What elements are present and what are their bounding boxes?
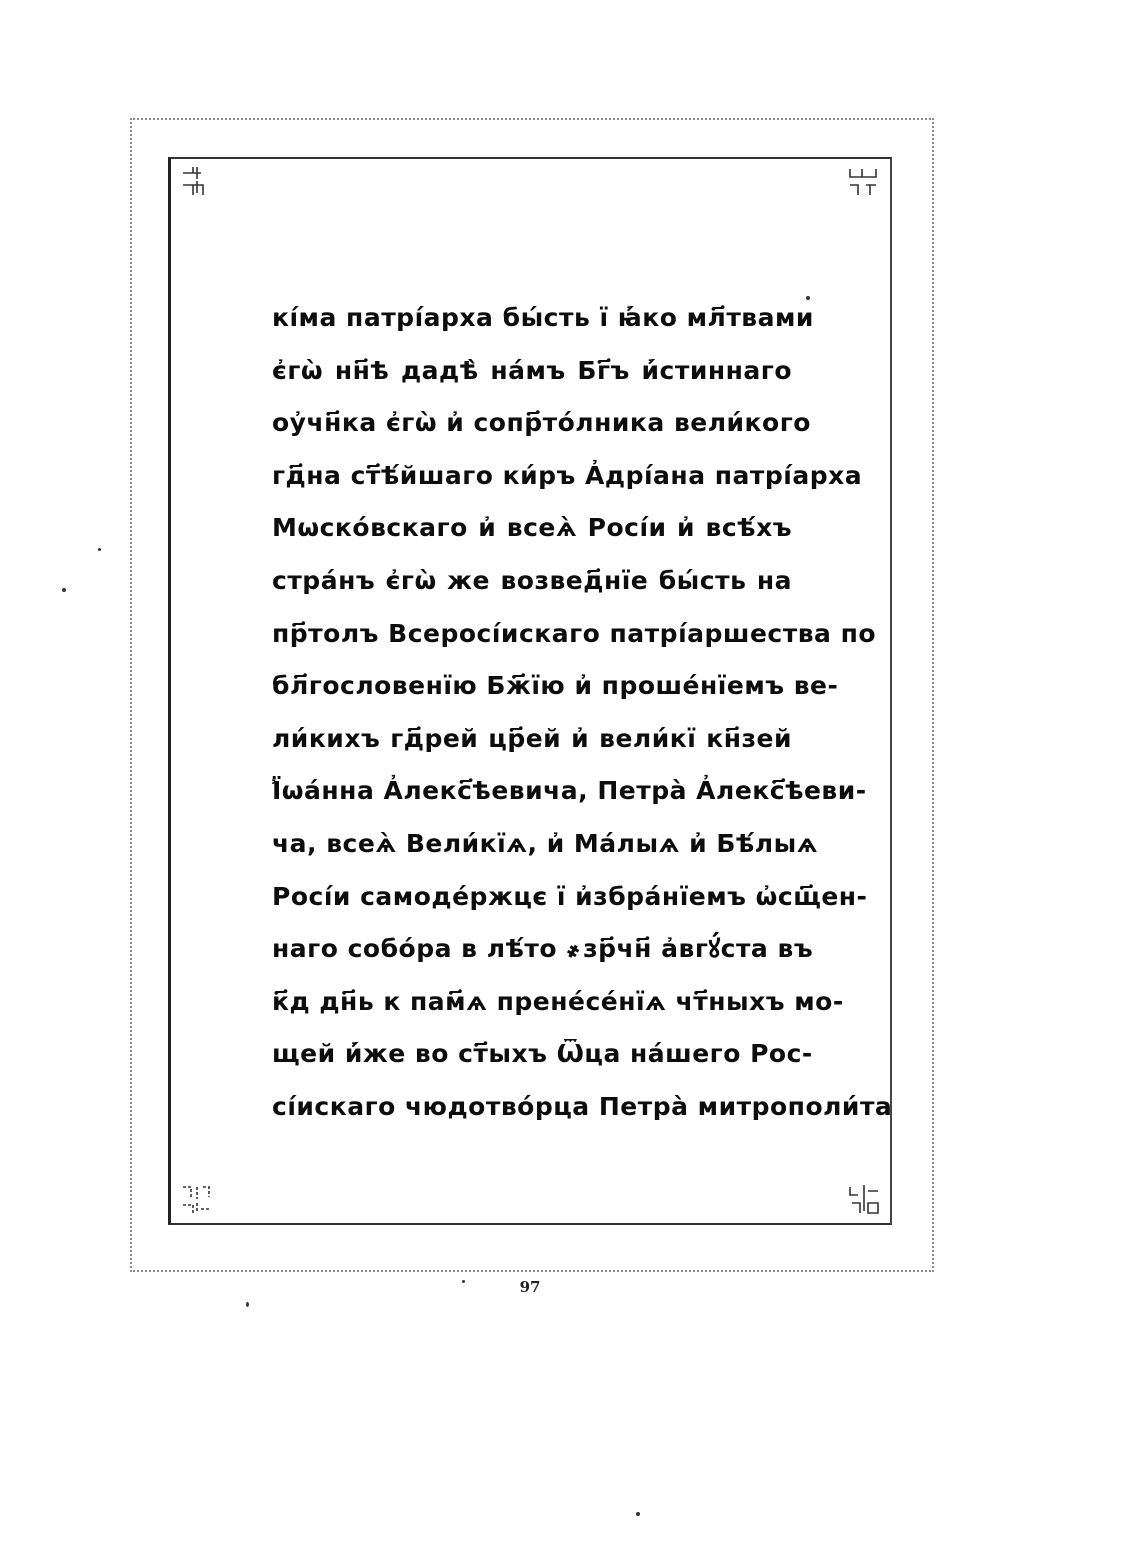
scan-speck xyxy=(62,588,66,592)
scan-speck xyxy=(98,548,101,551)
text-line: пр҃толъ Всеросі́искаго патрі́аршества по xyxy=(272,618,877,648)
corner-ornament-bottom-left xyxy=(179,1181,215,1217)
text-line: Ї҆ѡа́нна А҆лекс҃ѣевича, Петра̀ А҆лекс҃ѣеви- xyxy=(272,776,867,806)
text-line: ча, всеѧ̀ Вели́кїѧ, и҆ Ма́лыѧ и҆ Бѣ́лыѧ xyxy=(272,828,818,858)
text-line: оу҆чн҃ка є҆гѡ̀ и҆ сопр҃то́лника вели́кого xyxy=(272,408,811,438)
text-line: сі́искаго чюдотво́рца Петра̀ митрополи́та xyxy=(272,1091,893,1121)
text-line: ли́кихъ гд҃рей цр҃ей и҆ вели́кї кн҃зей xyxy=(272,723,792,753)
page-number: 97 xyxy=(519,1278,541,1296)
corner-ornament-top-right xyxy=(846,165,882,201)
text-line: к҃д дн҃ь к пам҃ѧ прене́се́нїѧ чт҃ныхъ мо- xyxy=(272,986,844,1016)
text-line: щей и҆́же во ст҃ыхъ Ѿца на́шего Рос- xyxy=(272,1039,813,1069)
corner-ornament-bottom-right xyxy=(846,1181,882,1217)
scan-speck xyxy=(462,1280,465,1283)
text-line: Мѡско́вскаго и҆ всеѧ̀ Росі́и и҆ всѣ́хъ xyxy=(272,513,792,543)
text-line: кі́ма патрі́арха бы́сть ї ꙗ҆́ко мл҃твами xyxy=(272,303,814,332)
text-line: Росі́и самоде́ржцє ї и҆збра́нїемъ ѡ҆сщ҃ен- xyxy=(272,881,868,911)
text-block xyxy=(272,292,893,1134)
text-line: гд҃на ст҃ѣ́йшаго ки́ръ А҆дрі́ана патрі́арха xyxy=(272,460,863,490)
scan-speck xyxy=(246,1302,249,1307)
text-line: наго собо́ра в лѣ́то ҂зр҃чн҃ а҆вгꙋ́ста въ xyxy=(272,934,814,964)
text-line: стра́нъ є҆гѡ̀ же возвед҃нїе бы́сть на xyxy=(272,565,792,595)
scan-speck xyxy=(806,296,810,300)
corner-ornament-top-left xyxy=(179,165,215,201)
text-line: бл҃гословенїю Бж҃їю и҆ проше́нїемъ ве- xyxy=(272,671,839,701)
text-line: є҆гѡ̀ нн҃ѣ дадѣ̀ на́мъ Бг҃ъ и҆́стиннаго xyxy=(272,355,792,385)
scan-speck xyxy=(636,1512,640,1516)
